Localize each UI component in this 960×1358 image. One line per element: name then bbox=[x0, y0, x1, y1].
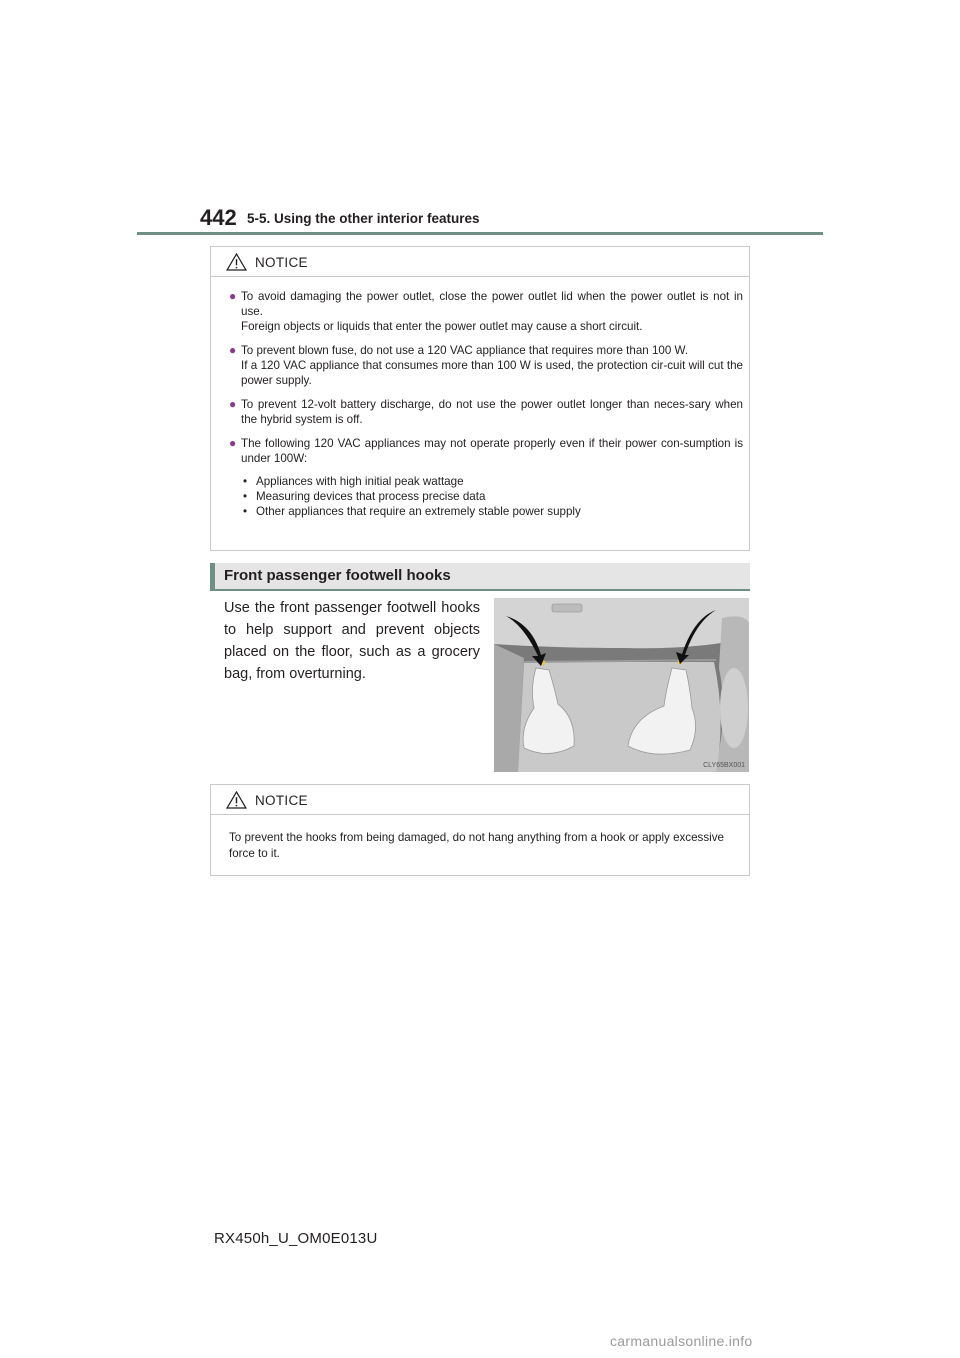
notice-body bbox=[211, 277, 749, 519]
watermark: carmanualsonline.info bbox=[610, 1333, 753, 1349]
warning-triangle-icon bbox=[226, 791, 247, 809]
header-rule bbox=[137, 232, 823, 235]
notice-header bbox=[211, 247, 749, 277]
notice-item-text: To avoid damaging the power outlet, close the power outlet lid when the power outlet is not in use. bbox=[241, 290, 743, 318]
notice-item bbox=[229, 289, 743, 334]
bullet-icon: ● bbox=[229, 289, 237, 303]
footwell-hooks-drawing bbox=[494, 598, 749, 772]
section-label: 5-5. Using the other interior features bbox=[247, 211, 480, 226]
section-heading bbox=[210, 563, 750, 591]
notice-item-text: To prevent 12-volt battery discharge, do not use the power outlet longer than neces-sary when the hybrid system is off. bbox=[241, 398, 743, 426]
notice-item-text: The following 120 VAC appliances may not operate properly even if their power con-sumption is under 100W: bbox=[241, 437, 743, 465]
figure-code: CLY65BX001 bbox=[703, 762, 745, 769]
section-body-text: Use the front passenger footwell hooks to help support and prevent objects placed on the floor, such as a grocery bag, from overturning. bbox=[224, 600, 480, 682]
footwell-hooks-illustration bbox=[494, 598, 749, 772]
notice-text: To prevent the hooks from being damaged, do not hang anything from a hook or apply excessive force to it. bbox=[229, 831, 724, 860]
page-number: 442 bbox=[200, 205, 237, 230]
bullet-icon: ● bbox=[229, 397, 237, 411]
notice-box-power-outlet bbox=[210, 246, 750, 551]
notice-header bbox=[211, 785, 749, 815]
list-item: • Other appliances that require an extremely stable power supply bbox=[243, 505, 581, 518]
notice-item bbox=[229, 343, 743, 388]
section-heading-title: Front passenger footwell hooks bbox=[224, 567, 451, 584]
list-item-text: Other appliances that require an extremely stable power supply bbox=[256, 505, 581, 518]
warning-triangle-icon bbox=[226, 253, 247, 271]
notice-title: NOTICE bbox=[255, 255, 308, 270]
appliance-list bbox=[241, 474, 743, 519]
list-item: • Appliances with high initial peak wattage bbox=[243, 475, 464, 488]
list-item: • Measuring devices that process precise data bbox=[243, 490, 486, 503]
notice-item bbox=[229, 436, 743, 519]
bullet-icon: ● bbox=[229, 343, 237, 357]
notice-item-text: Foreign objects or liquids that enter the power outlet may cause a short circuit. bbox=[241, 320, 643, 333]
notice-item-text: If a 120 VAC appliance that consumes more than 100 W is used, the protection cir-cuit will cut the power supply. bbox=[241, 359, 743, 387]
list-item-text: Appliances with high initial peak wattage bbox=[256, 475, 464, 488]
bullet-icon: ● bbox=[229, 436, 237, 450]
notice-item-text: To prevent blown fuse, do not use a 120 VAC appliance that requires more than 100 W. bbox=[241, 344, 689, 357]
heading-accent-bar bbox=[210, 563, 215, 589]
document-code: RX450h_U_OM0E013U bbox=[214, 1230, 378, 1247]
notice-item bbox=[229, 397, 743, 427]
notice-box-hooks bbox=[210, 784, 750, 876]
list-item-text: Measuring devices that process precise data bbox=[256, 490, 486, 503]
notice-body bbox=[211, 815, 749, 862]
notice-title: NOTICE bbox=[255, 793, 308, 808]
